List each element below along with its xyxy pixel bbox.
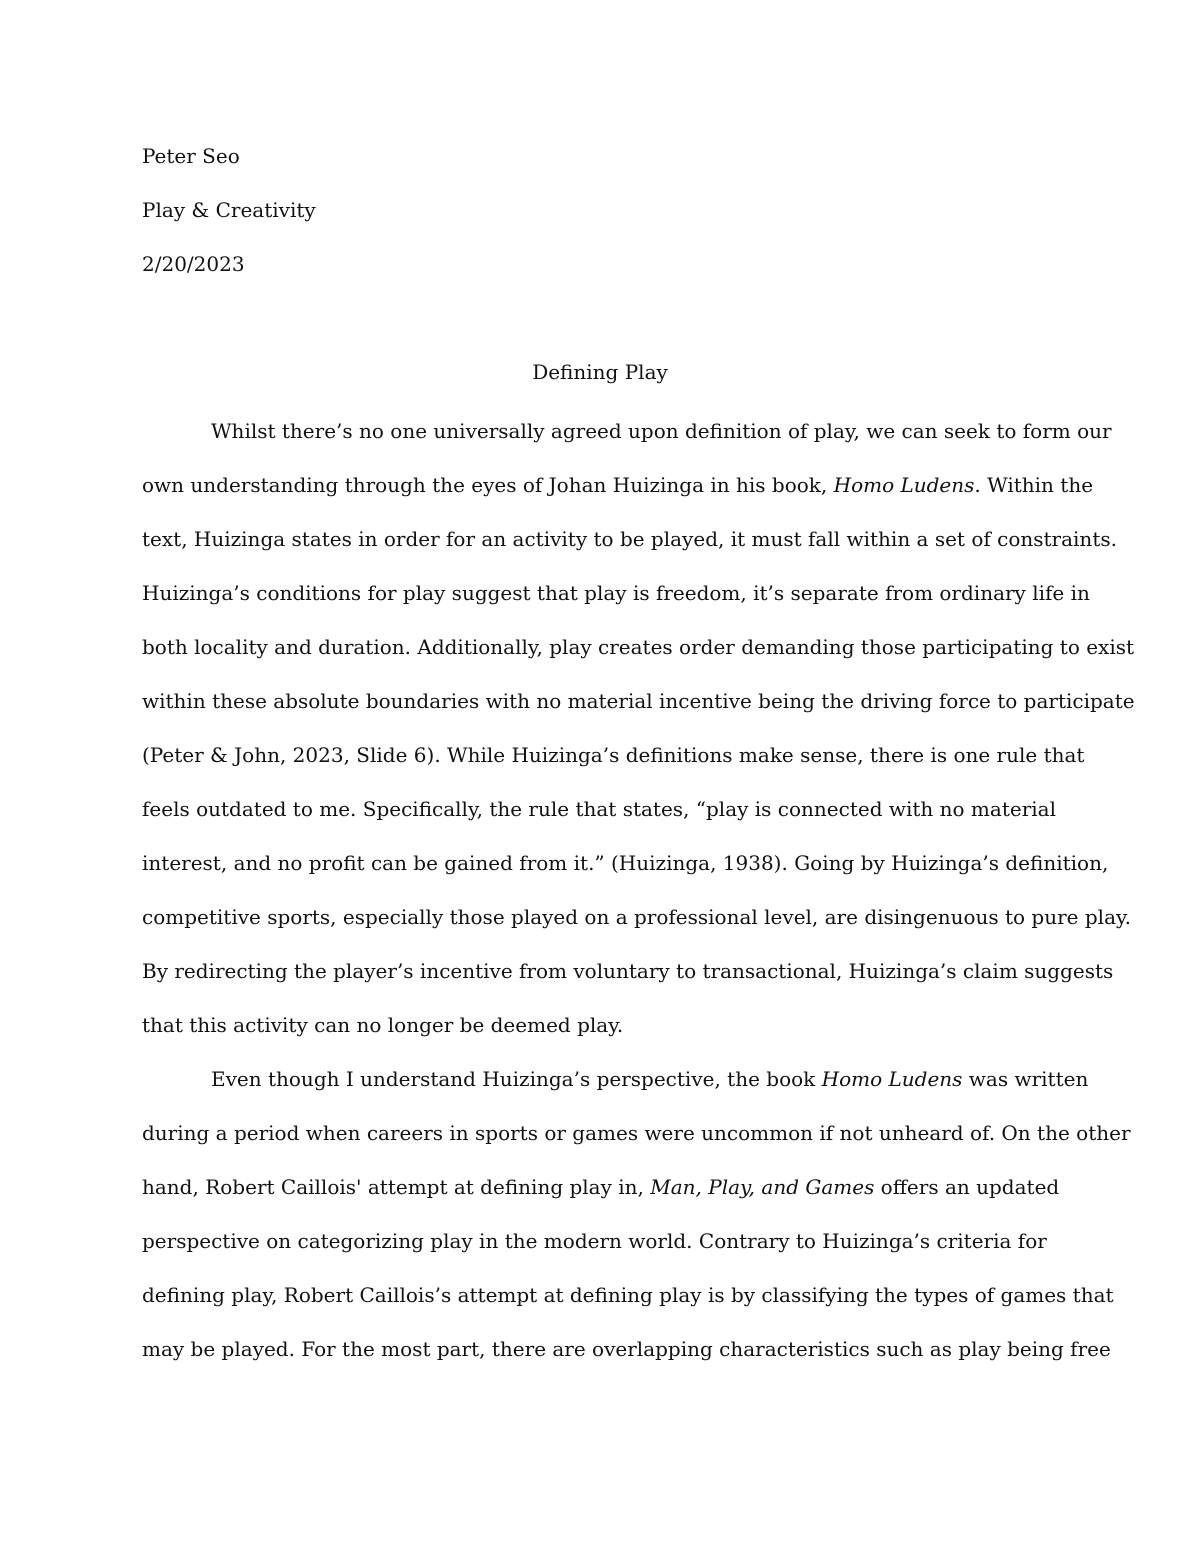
text-line: (Peter & John, 2023, Slide 6). While Huizinga’s definitions make sense, there is one rule that [142, 743, 1085, 767]
text-line: during a period when careers in sports or games were uncommon if not unheard of. On the other [142, 1121, 1131, 1145]
text-segment: was written [962, 1067, 1089, 1091]
date: 2/20/2023 [142, 252, 245, 276]
text-line: defining play, Robert Caillois’s attempt at defining play is by classifying the types of games that [142, 1283, 1114, 1307]
text-line: may be played. For the most part, there are overlapping characteristics such as play being free [142, 1337, 1111, 1361]
book-title: Man, Play, and Games [650, 1175, 875, 1199]
course-name: Play & Creativity [142, 198, 316, 222]
paragraph-1 [142, 404, 1135, 1052]
text-line [142, 1052, 1089, 1106]
text-line: Whilst there’s no one universally agreed upon definition of play, we can seek to form our [211, 419, 1112, 443]
text-line: text, Huizinga states in order for an activity to be played, it must fall within a set of constraints. [142, 527, 1117, 551]
book-title: Homo Ludens [821, 1067, 963, 1091]
text-line: feels outdated to me. Specifically, the rule that states, “play is connected with no material [142, 797, 1056, 821]
text-segment: . Within the [974, 473, 1094, 497]
text-line: By redirecting the player’s incentive from voluntary to transactional, Huizinga’s claim suggests [142, 959, 1114, 983]
book-title: Homo Ludens [833, 473, 975, 497]
text-line: Huizinga’s conditions for play suggest that play is freedom, it’s separate from ordinary life in [142, 581, 1090, 605]
paragraph-2 [142, 1052, 1131, 1376]
essay-body [142, 404, 1135, 1376]
text-segment: offers an updated [874, 1175, 1060, 1199]
text-segment: own understanding through the eyes of Johan Huizinga in his book, [142, 473, 834, 497]
text-line: interest, and no profit can be gained from it.” (Huizinga, 1938). Going by Huizinga’s definition, [142, 851, 1109, 875]
text-line: perspective on categorizing play in the modern world. Contrary to Huizinga’s criteria for [142, 1229, 1047, 1253]
text-line: competitive sports, especially those played on a professional level, are disingenuous to pure play. [142, 905, 1131, 929]
text-line [142, 1160, 1062, 1214]
text-segment: hand, Robert Caillois' attempt at defining play in, [142, 1175, 651, 1199]
author-name: Peter Seo [142, 144, 240, 168]
text-line [142, 458, 1094, 512]
text-segment: Even though I understand Huizinga’s perspective, the book [211, 1067, 822, 1091]
text-line: both locality and duration. Additionally, play creates order demanding those participating to exist [142, 635, 1135, 659]
paper-title: Defining Play [532, 360, 668, 384]
text-line: that this activity can no longer be deemed play. [142, 1013, 624, 1037]
text-line: within these absolute boundaries with no material incentive being the driving force to participate [142, 689, 1135, 713]
